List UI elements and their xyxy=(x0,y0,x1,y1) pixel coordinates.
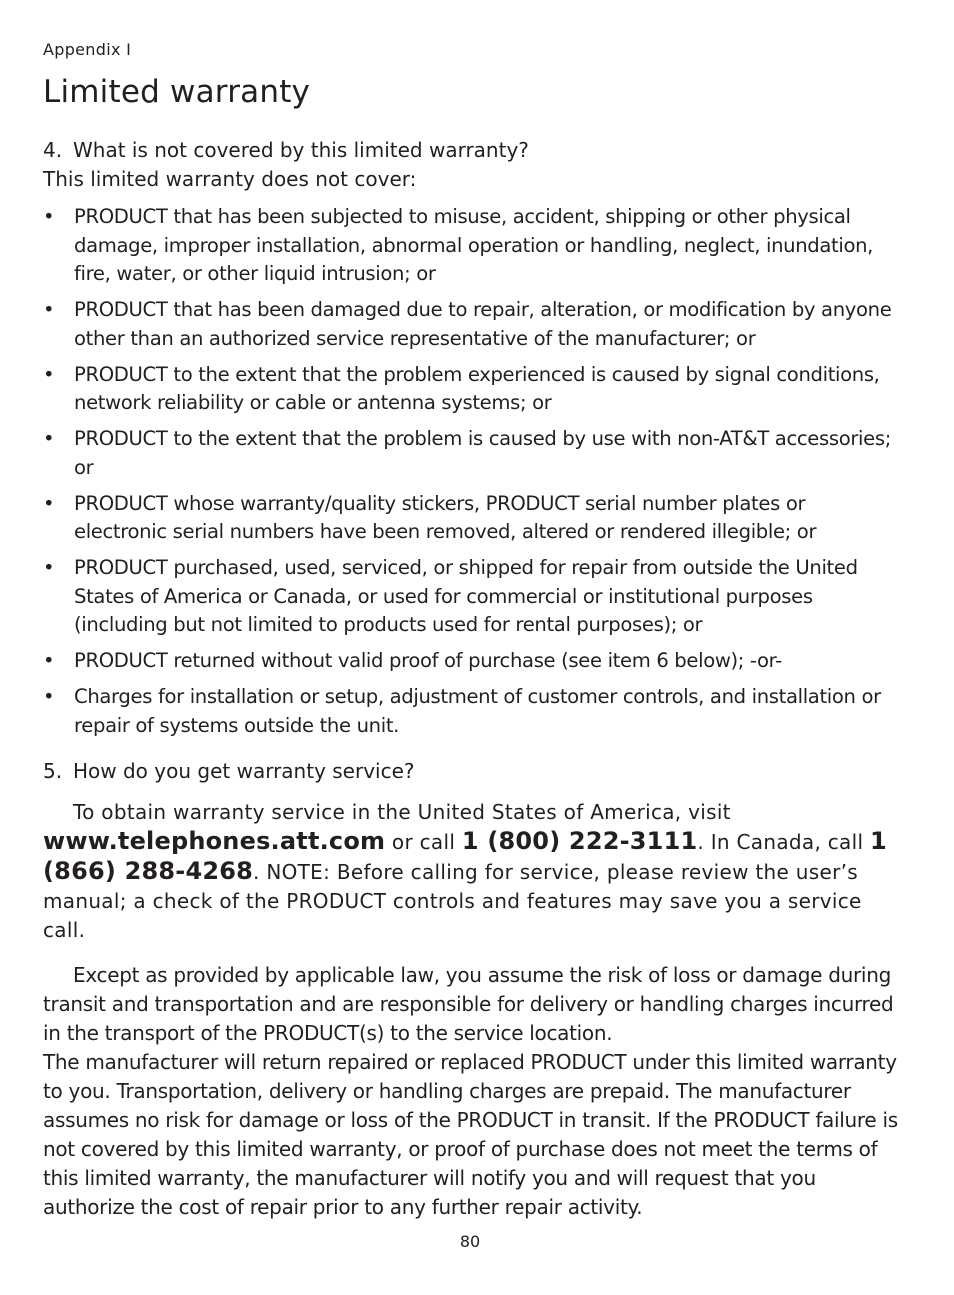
us-phone-number: 1 (800) 222-3111 xyxy=(461,827,698,855)
bullet-icon: • xyxy=(43,491,55,515)
bullet-icon: • xyxy=(43,649,55,672)
section-4-question xyxy=(43,136,529,165)
appendix-label: Appendix I xyxy=(43,40,132,59)
bullet-icon: • xyxy=(43,427,55,450)
bullet-icon: • xyxy=(43,205,55,228)
list-item: • PRODUCT purchased, used, serviced, or shipped for repair from outside the United States of America or Canada, or used for commercial or institutional purposes (including but not limited to products used for rental purposes); or xyxy=(43,556,858,636)
section-5-question xyxy=(43,757,415,786)
list-item: • PRODUCT that has been subjected to misuse, accident, shipping or other physical damage, improper installation, abnormal operation or handling, neglect, inundation, fire, water, or other liquid intrusion; or xyxy=(43,205,874,285)
section-5-number: 5. xyxy=(43,759,63,783)
section-5-question-text: How do you get warranty service? xyxy=(73,759,415,783)
list-item: • PRODUCT to the extent that the problem experienced is caused by signal conditions, network reliability or cable or antenna systems; or xyxy=(43,362,880,414)
list-item: • PRODUCT returned without valid proof of purchase (see item 6 below); -or- xyxy=(43,647,903,676)
bullet-icon: • xyxy=(43,362,55,386)
section-4-number: 4. xyxy=(43,138,63,162)
bullet-icon: • xyxy=(43,556,55,579)
exclusions-list xyxy=(43,203,903,748)
list-item: • Charges for installation or setup, adjustment of customer controls, and installation or repair of systems outside the unit. xyxy=(43,685,881,737)
list-item: • PRODUCT to the extent that the problem is caused by use with non-AT&T accessories; or xyxy=(43,427,891,479)
bullet-icon: • xyxy=(43,298,55,321)
warranty-service-paragraph: To obtain warranty service in the United States of America, visit www.telephones.att.com or call 1 (800) 222-3111. In Canada, call 1 (866) 288-4268. NOTE: Before calling for service, please review the user’s manual; a check of the PRODUCT controls and features may save you a service call. xyxy=(43,800,887,942)
list-item: • PRODUCT whose warranty/quality stickers, PRODUCT serial number plates or electronic serial numbers have been removed, altered or rendered illegible; or xyxy=(43,491,817,543)
transport-paragraph: Except as provided by applicable law, you assume the risk of loss or damage during transit and transportation and are responsible for delivery or handling charges incurred in the transport of the PRODUCT(s) to the service location. The manufacturer will return repaired or replaced PRODUCT under this limited warranty to you. Transportation, delivery or handling charges are prepaid. The manufacturer assumes no risk for damage or loss of the PRODUCT in transit. If the PRODUCT failure is not covered by this limited warranty, or proof of purchase does not meet the terms of this limited warranty, the manufacturer will notify you and will request that you authorize the cost of repair prior to any further repair activity. xyxy=(43,963,898,1219)
section-4-intro: This limited warranty does not cover: xyxy=(43,167,417,191)
website-url: www.telephones.att.com xyxy=(43,827,386,855)
page-title: Limited warranty xyxy=(43,74,311,110)
list-item: • PRODUCT that has been damaged due to repair, alteration, or modification by anyone other than an authorized service representative of the manufacturer; or xyxy=(43,298,892,350)
bullet-icon: • xyxy=(43,685,55,708)
page-number: 80 xyxy=(459,1232,481,1251)
canada-phone-number: 1 (866) 288-4268 xyxy=(43,827,887,885)
section-4-question-text: What is not covered by this limited warranty? xyxy=(73,138,529,162)
